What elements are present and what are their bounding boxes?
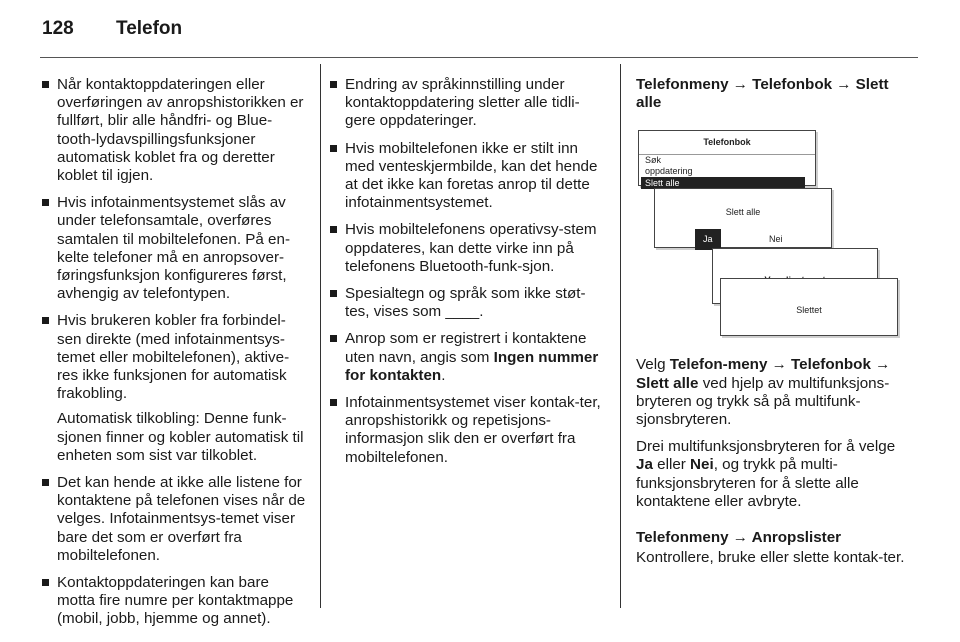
text: Velg bbox=[636, 356, 670, 374]
page-title: Telefon bbox=[116, 18, 183, 39]
column-right bbox=[636, 76, 906, 576]
text: → bbox=[870, 356, 891, 374]
bullet-item: Infotainmentsystemet viser kontak-ter, anropshistorikk og repetisjons-informasjon slik den er overført fra mobiltelefonen. bbox=[330, 394, 606, 467]
column-divider bbox=[620, 64, 621, 608]
screen-title: Telefonbok bbox=[639, 133, 815, 154]
text: Drei multifunksjonsbryteren for å velge bbox=[636, 438, 896, 456]
menu-row-selected: Slett alle bbox=[641, 177, 805, 189]
bullet-text: . bbox=[441, 366, 446, 384]
no-option: Nei bbox=[769, 234, 783, 245]
menu-row: oppdatering bbox=[645, 165, 693, 176]
bullet-item: Når kontaktoppdateringen eller overføringen av anropshistorikken er fullført, blir alle håndfri- og Blue-tooth-lydavspillingsfunksjoner automatisk koblet fra og deretter koblet til igjen. bbox=[42, 76, 306, 185]
text: → bbox=[767, 356, 792, 374]
screen-title: Slettet bbox=[796, 305, 822, 316]
bullet-item bbox=[330, 330, 606, 385]
screen-delete-confirm bbox=[654, 188, 832, 248]
bold-term: Telefon-meny bbox=[669, 356, 768, 374]
paragraph bbox=[636, 356, 906, 429]
bullet-item: Endring av språkinnstilling under kontaktoppdatering sletter alle tidli-gere oppdateringer. bbox=[330, 76, 606, 131]
header-rule bbox=[40, 57, 918, 58]
bullet-item: Det kan hende at ikke alle listene for kontaktene på telefonen vises når de velges. Infotainmentsys-temet viser bare det som er overført fra mobiltelefonen. bbox=[42, 474, 306, 565]
section-heading: Telefonmeny → Telefonbok → Slett alle bbox=[636, 76, 889, 112]
screen-phonebook bbox=[638, 130, 816, 186]
bullet-item: Hvis mobiltelefonens operativsy-stem oppdateres, kan dette virke inn på telefonens Bluetooth-funk-sjon. bbox=[330, 221, 606, 276]
bold-term: Ingen nummer for kontakten bbox=[345, 348, 599, 384]
text: ved hjelp av multifunksjons-bryteren og trykk så på multifunk-sjonsbryteren. bbox=[636, 374, 890, 429]
text: eller bbox=[652, 456, 691, 474]
screen-deleted bbox=[720, 278, 898, 336]
bullet-item: Hvis infotainmentsystemet slås av under telefonsamtale, overføres samtalen til mobiltelefonen. På en-kelte telefoner må en anropsover-føringsfunksjon konfigureres først, avhengig av telefontypen. bbox=[42, 194, 306, 303]
bullet-continuation: Automatisk tilkobling: Denne funk-sjonen finner og kobler automatisk til enheten som sist var tilkoblet. bbox=[57, 410, 304, 464]
phonebook-screens-diagram bbox=[636, 130, 902, 340]
bold-term: Telefonbok bbox=[791, 356, 871, 374]
paragraph: Kontrollere, bruke eller slette kontak-ter. bbox=[636, 549, 905, 567]
bullet-item: Hvis mobiltelefonen ikke er stilt inn med venteskjermbilde, kan det hende at det ikke kan foretas anrop til dette infotainmentsystemet. bbox=[330, 140, 606, 213]
bullet-item: Spesialtegn og språk som ikke støt-tes, vises som ____. bbox=[330, 285, 606, 321]
bullet-text: Anrop som er registrert i kontaktene uten navn, angis som bbox=[345, 330, 587, 366]
page-number: 128 bbox=[42, 18, 74, 39]
paragraph bbox=[636, 438, 906, 511]
column-left bbox=[42, 76, 306, 638]
bullet-item: Hvis brukeren kobler fra forbindel-sen direkte (med infotainmentsys-temet eller mobiltelefonen), aktive-res ikke funksjonen for automatisk frakobling. bbox=[42, 312, 306, 403]
section-heading: Telefonmeny → Anropslister bbox=[636, 529, 842, 547]
text: , og trykk på multi-funksjonsbryteren for å slette alle kontaktene eller avbryte. bbox=[636, 456, 859, 510]
page-header bbox=[42, 18, 182, 40]
column-middle bbox=[330, 76, 606, 476]
bullet-item: Kontaktoppdateringen kan bare motta fire numre per kontaktmappe (mobil, jobb, hjemme og annet). bbox=[42, 574, 306, 629]
menu-row: Søk bbox=[645, 154, 662, 165]
bold-term: Ja bbox=[636, 456, 653, 474]
column-divider bbox=[320, 64, 321, 608]
screen-title: Slett alle bbox=[725, 207, 761, 218]
bold-term: Slett alle bbox=[636, 374, 699, 392]
yes-option: Ja bbox=[695, 229, 721, 249]
bold-term: Nei bbox=[690, 456, 714, 474]
